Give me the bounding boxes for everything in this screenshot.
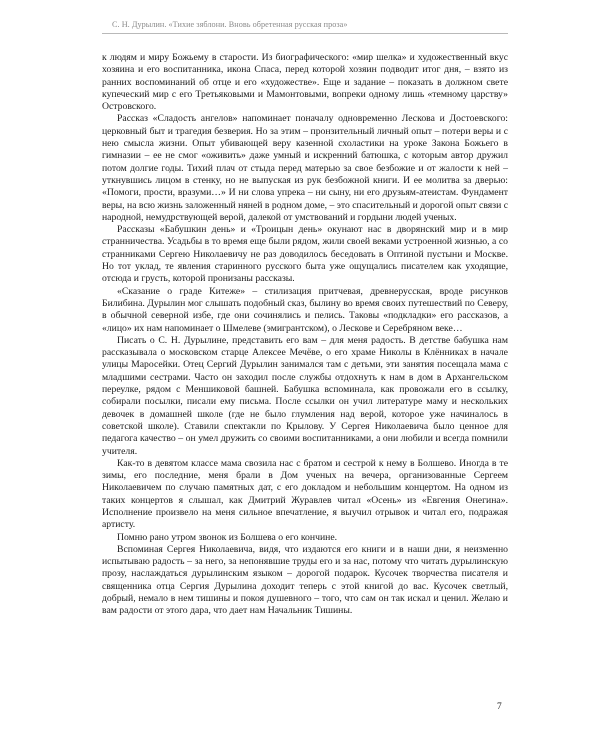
page-number: 7 [497,702,502,712]
body-text [102,52,508,618]
paragraph-4: «Сказание о граде Китеже» – стилизация притчевая, древнерусская, вроде рисунков Билибина. Дурылин мог слышать подобный сказ, былину во время своих путешествий по Северу, в обычной северной избе, где они сочинялись и пелись. Таковы «подкладки» его рассказов, а «лицо» их нам напоминает о Шмелеве (эмигрантском), о Лескове и Серебряном веке… [102,285,508,334]
paragraph-3: Рассказы «Бабушкин день» и «Троицын день» окунают нас в дворянский мир и в мир странничества. Усадьбы в то время еще были рядом, жили своей веками устроенной жизнью, а со странниками Сергею Николаевичу не раз доводилось беседовать в Оптиной пустыни и Москве. Но тот уклад, те явления старинного русского быта уже ощущались писателем как уходящие, отсюда и грусть, которой пронизаны рассказы. [102,224,508,285]
running-header: С. Н. Дурылин. «Тихие зяблони. Вновь обретенная русская проза» [112,20,348,29]
header-rule [102,33,508,34]
paragraph-5: Писать о С. Н. Дурылине, представить его вам – для меня радость. В детстве бабушка нам рассказывала о московском старце Алексее Мечёве, о его храме Николы в Клённиках в начале улицы Маросейки. Отец Сергий Дурылин занимался там с детьми, эти занятия посещала мама с младшими сестрами. Часто он заходил после службы отдохнуть к нам в дом в Архангельском переулке, рядом с Меншиковой башней. Бабушка вспоминала, как провожали его в ссылку, собирали посылки, писали ему письма. После ссылки он учил литературе маму и нескольких девочек в домашней школе (где не было глумления над верой, которое уже начиналось в советской школе). Ставили спектакли по Крылову. У Сергея Николаевича было ценное для педагога качество – он умел дружить со своими воспитанниками, а они любили и всегда помнили учителя. [102,334,508,457]
paragraph-2: Рассказ «Сладость ангелов» напоминает поначалу одновременно Лескова и Достоевского: церковный быт и трагедия безверия. Но за этим – пронзительный личный опыт – потери веры и с нею смысла жизни. Опыт убивающей веру казенной схоластики на уроке Закона Божьего в гимназии – ее не смог «оживить» даже умный и искренний батюшка, с которым автор дружил потом долгие годы. Тихий плач от стыда перед матерью за свое безбожие и от жалости к ней – уткнувшись лицом в стенку, но не выпуская из рук безбожной книги. И ее молитва за дверью: «Помоги, прости, вразуми…» И ни слова упрека – ни сыну, ни его друзьям-атеистам. Фундамент веры, на всю жизнь заложенный няней в родном доме, – это спасительный и дорогой опыт связи с народной, немудрствующей верой, далекой от умствований и гордыни людей ученых. [102,113,508,223]
paragraph-1: к людям и миру Божьему в старости. Из биографического: «мир шелка» и художественный вкус хозяина и его воспитанника, икона Спаса, перед которой хозяин подводит итог дня, – взято из ранних воспоминаний об отце и его «художестве». Еще и задание – показать в должном свете купеческий мир с его Третьяковыми и Мамонтовыми, вопреки одному лишь «темному царству» Островского. [102,52,508,113]
paragraph-8: Вспоминая Сергея Николаевича, видя, что издаются его книги и в наши дни, я неизменно испытываю радость – за него, за непонявшие труды его и за нас, потому что читать дурылинскую прозу, наслаждаться дурылинским языком – дорогой подарок. Кусочек творчества писателя и священника отца Сергия Дурылина доходит теперь с этой книгой до вас. Кусочек светлый, добрый, немало в нем тишины и покоя душевного – того, что сам он так искал и ценил. Желаю и вам радости от этого дара, что дает нам Начальник Тишины. [102,543,508,617]
paragraph-6: Как-то в девятом классе мама свозила нас с братом и сестрой к нему в Болшево. Иногда в те зимы, его последние, меня брали в Дом ученых на вечера, организованные Сергеем Николаевичем по случаю памятных дат, с его докладом и небольшим концертом. На одном из таких концертов я слышал, как Дмитрий Журавлев читал «Осень» из «Евгения Онегина». Исполнение произвело на меня сильное впечатление, я выучил отрывок и читал его, подражая артисту. [102,457,508,531]
paragraph-7: Помню рано утром звонок из Болшева о его кончине. [117,531,338,543]
